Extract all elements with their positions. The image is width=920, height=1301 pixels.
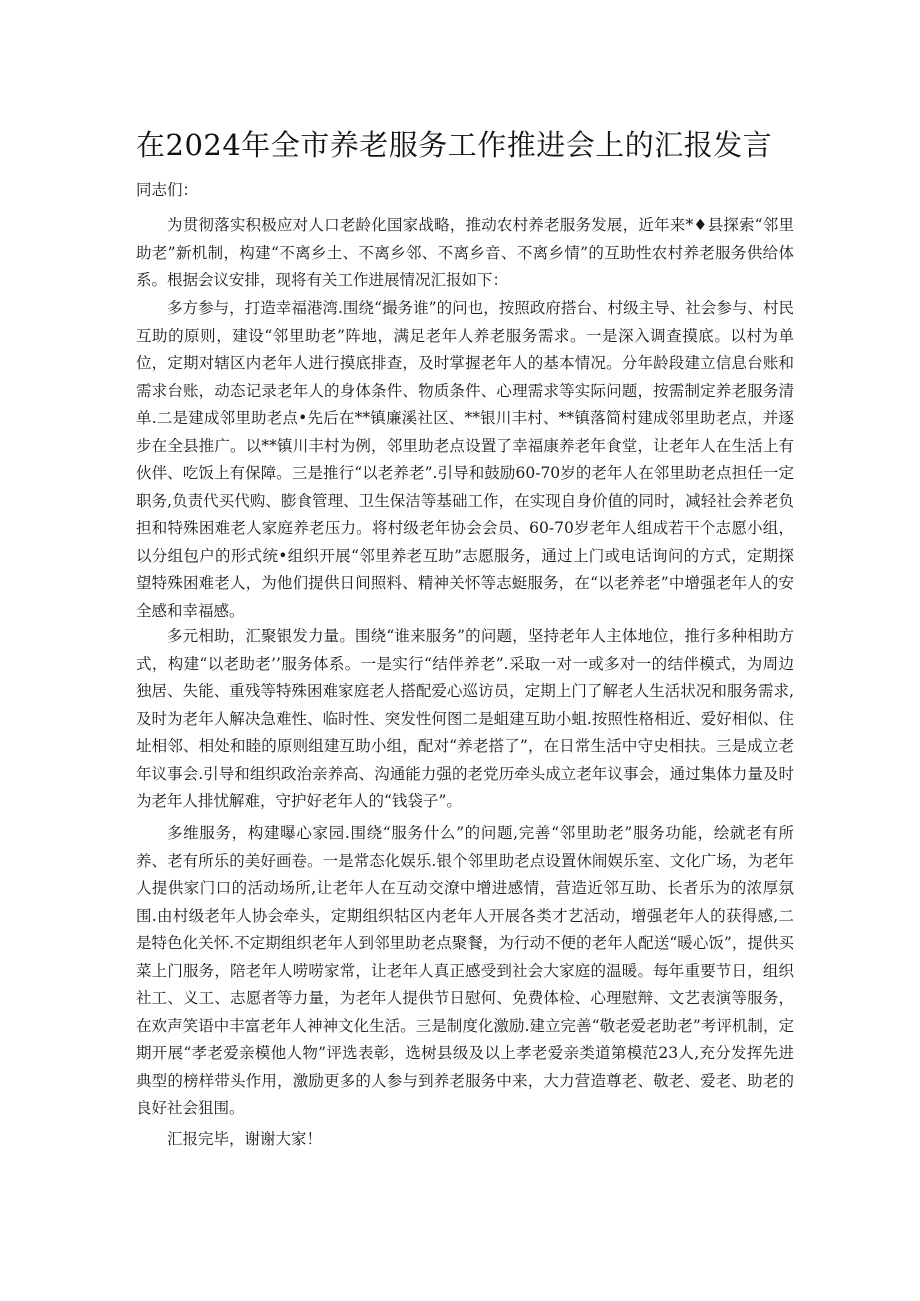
paragraph-closing: 汇报完毕，谢谢大家！ bbox=[167, 1130, 323, 1148]
salutation: 同志们： bbox=[136, 181, 199, 199]
paragraph-intro: 为贯彻落实积极应对人口老龄化国家战略，推动农村养老服务发展，近年来*♦县探索“邻里助老”新机制，构建“不离乡土、不离乡邻、不离乡音、不离乡情”的互助性农村养老服务供给体系。根据会议安排，现将有关工作进展情况汇报如下： bbox=[136, 216, 794, 289]
paragraph-section-2: 多元相助，汇聚银发力量。围绕“谁来服务”的问题，坚持老年人主体地位，推行多种相助方式，构建“以老助老’’服务体系。一是实行“结伴养老”.采取一对一或多对一的结伴模式，为周边独居、失能、重残等特殊困难家庭老人搭配爱心巡访员，定期上门了解老人生活状况和服务需求,及时为老年人解决急难性、临时性、突发性何图二是蛆建互助小蛆.按照性格相近、爱好相似、住址相邻、相处和睦的原则组建互助小组，配对“养老搭了”，在日常生活中守史相扶。三是成立老年议事会.引导和组织政治亲养高、沟通能力强的老党历牵头成立老年议事会，通过集体力量及时为老年人排忧解难，守护好老年人的“钱袋子”。 bbox=[136, 627, 794, 810]
paragraph-section-3: 多维服务，构建曝心家园.围绕“服务什么”的问题,完善“邻里助老”服务功能，绘就老有所养、老有所乐的美好画卷。一是常态化娱乐.银个邻里助老点设置休闹娱乐室、文化广场，为老年人提供家门口的活动场所,让老年人在互动交潦中增进感情，营造近邻互助、长者乐为的浓厚氛围.由村级老年人协会牵头，定期组织牯区内老年人开展各类才艺活动，增强老年人的获得感,二是特色化关怀.不定期组织老年人到邻里助老点聚餐，为行动不便的老年人配送“暖心饭”，提供买菜上门服务，陪老年人唠唠家常，让老年人真正感受到社会大家庭的温暖。每年重要节日，组织社工、义工、志愿者等力量，为老年人提供节日慰何、免费体检、心理慰辩、文艺表演等服务，在欢声笑语中丰富老年人神神文化生活。三是制度化激励.建立完善“敬老爱老助老”考评机制，定期开展“孝老爱亲模他人物”评选表彰，选树县级及以上孝老爱亲类道第模范23人,充分发挥先进典型的榜样带头作用，激励更多的人参与到养老服务中来，大力营造尊老、敬老、爱老、助老的良好社会狙围。 bbox=[136, 824, 794, 1117]
document-title: 在2024年全市养老服务工作推进会上的汇报发言 bbox=[136, 128, 773, 162]
paragraph-section-1: 多方参与，打造幸福港湾.围绕“撮务谁”的问也，按照政府搭台、村级主导、社会参与、村民互助的原则，建设“邻里助老”阵地，满足老年人养老服务需求。一是深入调查摸底。以村为单位，定期对辖区内老年人进行摸底排查，及时掌握老年人的基本情况。分年龄段建立信息台账和需求台账，动态记录老年人的身体条件、物质条件、心理需求等实际问题，按需制定养老服务清单.二是建成邻里助老点•先后在**镇廉溪社区、**银川丰村、**镇落简村建成邻里助老点，并逐步在全县推广。以**镇川丰村为例，邻里助老点设置了幸福康养老年食堂，让老年人在生活上有伙伴、吃饭上有保障。三是推行“以老养老”.引导和鼓励60-70岁的老年人在邻里助老点担任一定职务,负责代买代购、膨食管理、卫生保洁等基础工作，在实现自身价值的同时，减轻社会养老负担和特殊困难老人家庭养老压力。将村级老年协会会员、60-70岁老年人组成若干个志愿小组，以分组包户的形式统•组织开展“邻里养老互助”志愿服务，通过上门或电话询问的方式，定期探望特殊困难老人，为他们提供日间照料、精神关怀等志蜓服务，在“以老养老”中增强老年人的安全感和幸福感。 bbox=[136, 299, 794, 620]
